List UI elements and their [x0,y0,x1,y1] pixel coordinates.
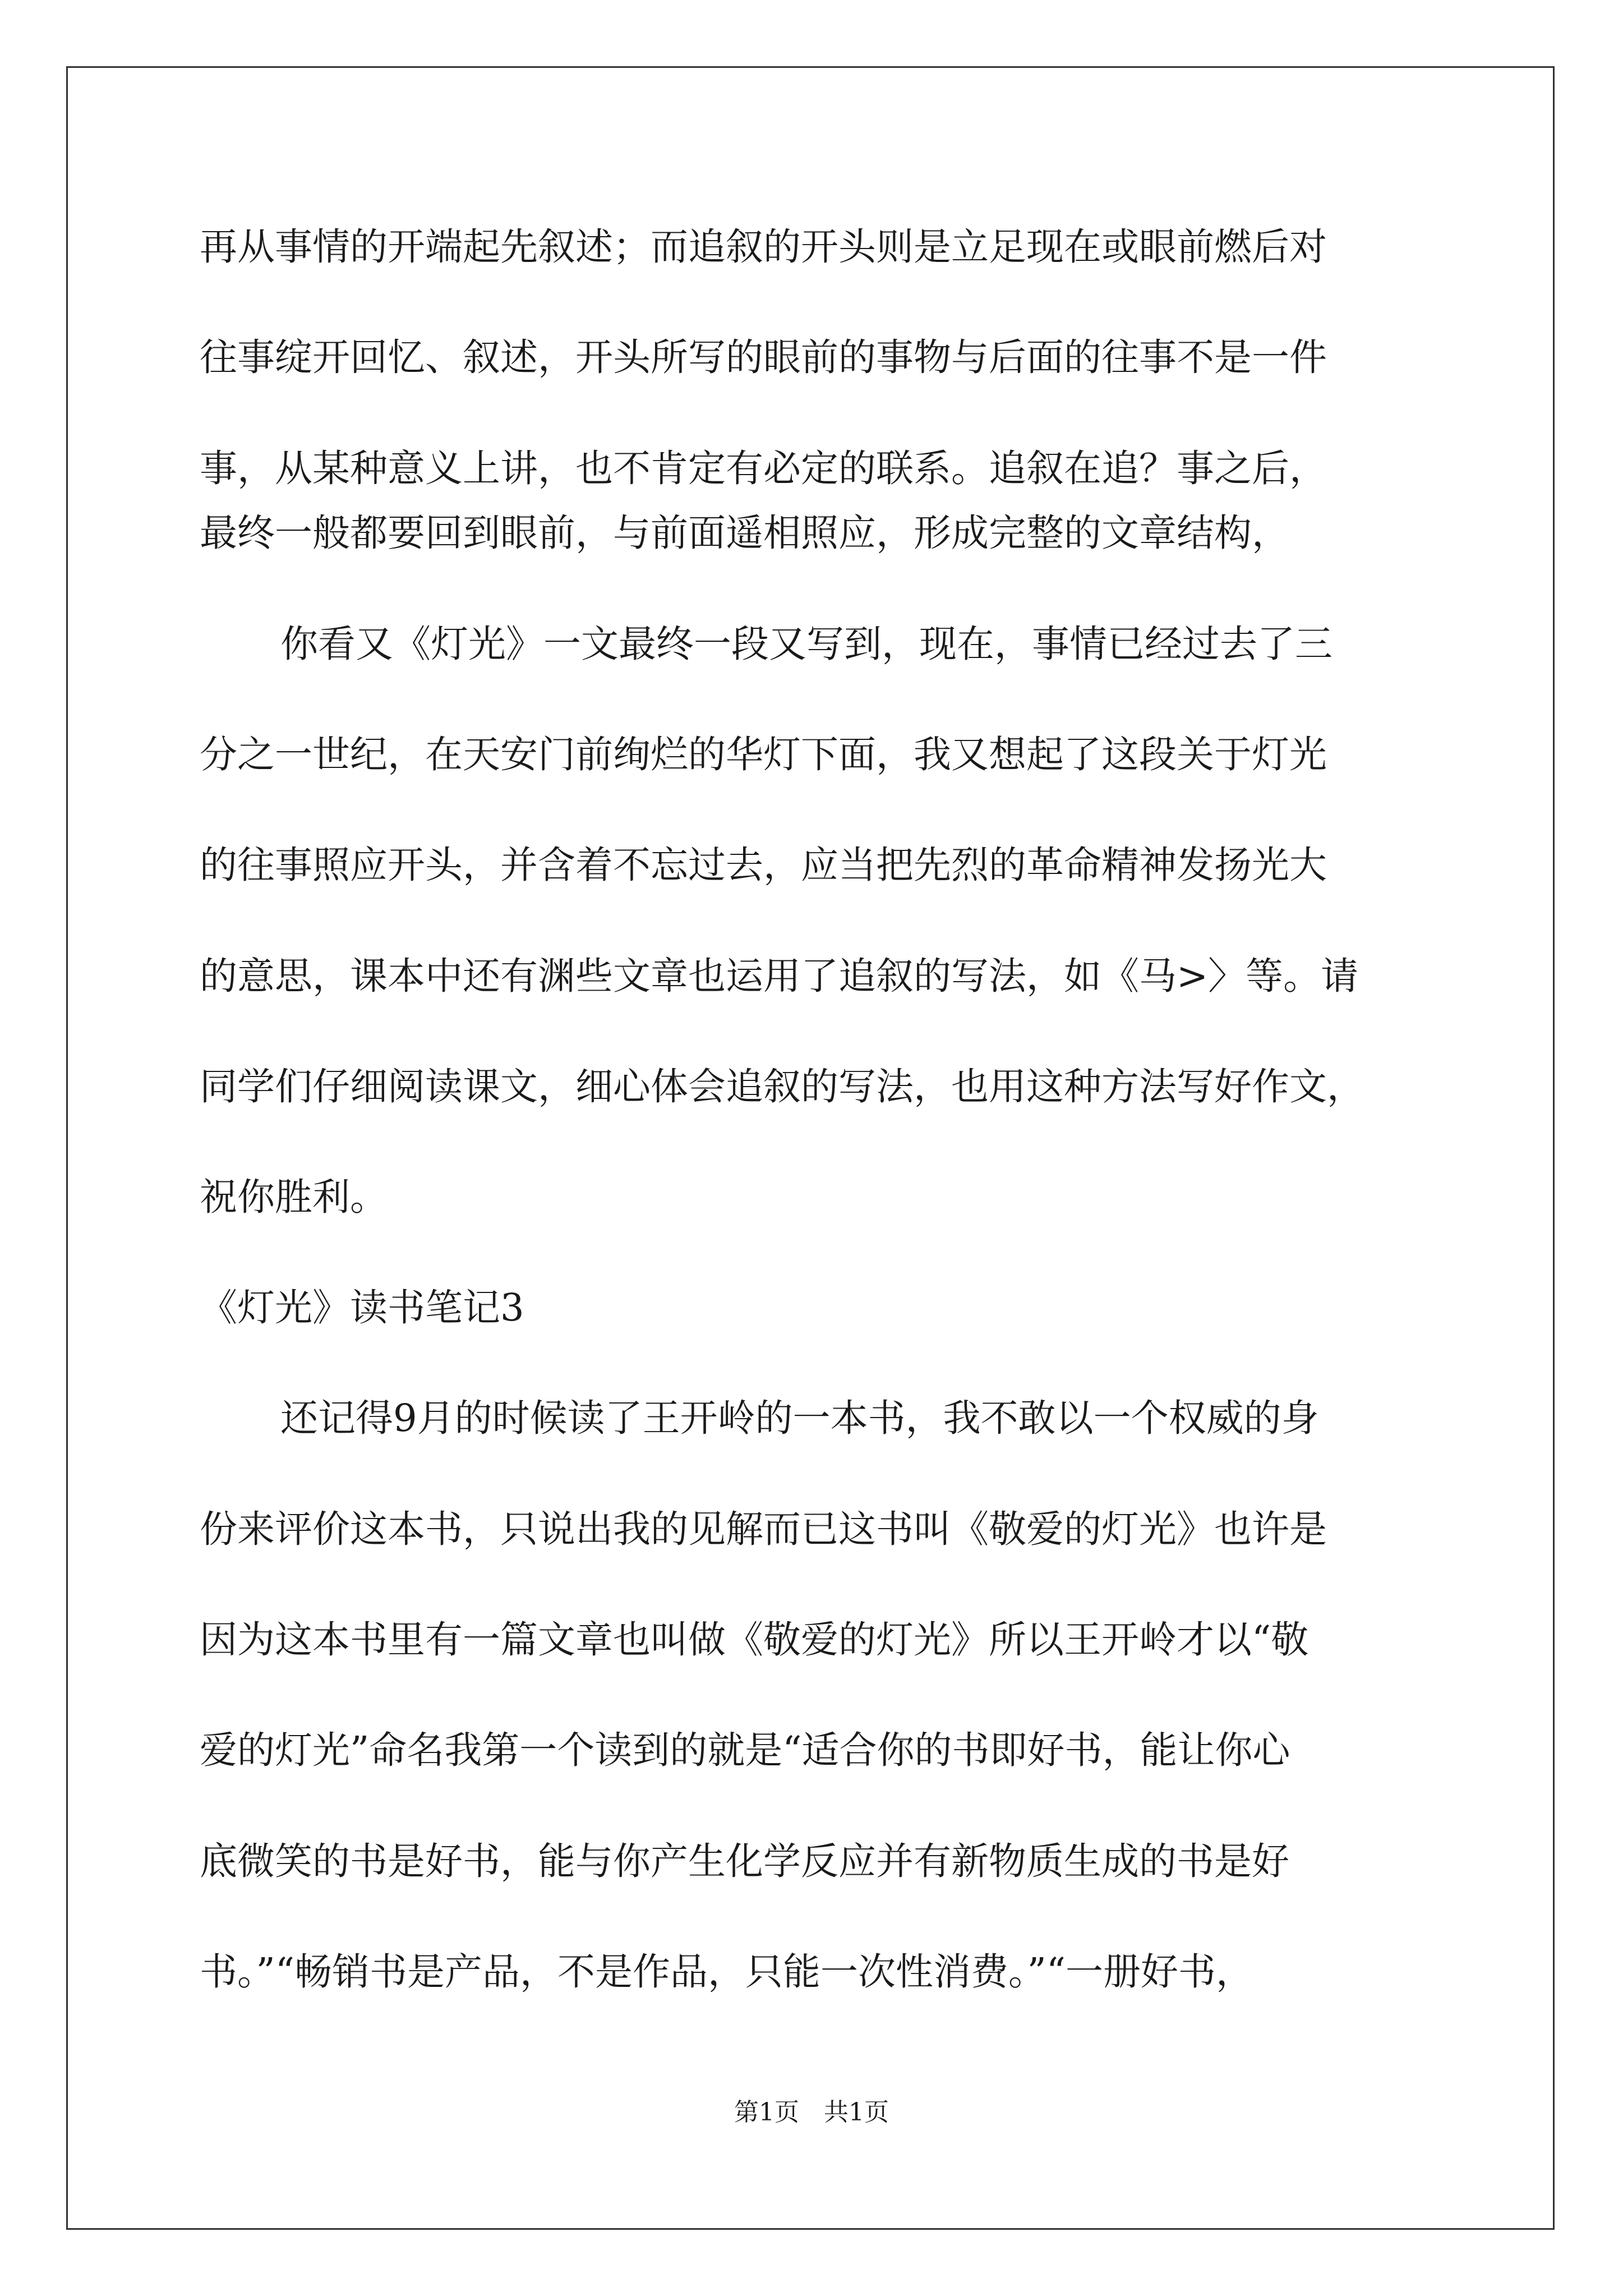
text-line: 最终一般都要回到眼前，与前面遥相照应，形成完整的文章结构， [200,511,1289,555]
paragraph-first-line: 你看又《灯光》一文最终一段又写到，现在，事情已经过去了三 [280,622,1332,666]
text-line: 因为这本书里有一篇文章也叫做《敬爱的灯光》所以王开岭才以“敬 [200,1618,1309,1662]
text-line: 祝你胜利。 [200,1175,388,1219]
text-line: 的往事照应开头，并含着不忘过去，应当把先烈的革命精神发扬光大 [200,843,1327,887]
text-line: 书。”“畅销书是产品，不是作品，只能一次性消费。”“一册好书， [200,1950,1254,1994]
text-line: 再从事情的开端起先叙述；而追叙的开头则是立足现在或眼前燃后对 [200,225,1327,269]
text-line: 往事绽开回忆、叙述，开头所写的眼前的事物与后面的往事不是一件 [200,335,1327,379]
text-line: 爱的灯光”命名我第一个读到的就是“适合你的书即好书，能让你心 [200,1728,1290,1772]
text-line: 分之一世纪，在天安门前绚烂的华灯下面，我又想起了这段关于灯光 [200,733,1327,776]
text-line: 份来评价这本书，只说出我的见解而已这书叫《敬爱的灯光》也许是 [200,1507,1327,1551]
text-line: 事，从某种意义上讲，也不肯定有必定的联系。追叙在追？事之后， [200,447,1327,490]
page-number: 第1页 共1页 [734,2098,889,2127]
page-border [66,66,1555,2230]
text-line: 同学们仔细阅读课文，细心体会追叙的写法，也用这种方法写好作文， [200,1065,1364,1108]
paragraph-first-line: 还记得9月的时候读了王开岭的一本书，我不敢以一个权威的身 [280,1396,1319,1440]
text-line: 底微笑的书是好书，能与你产生化学反应并有新物质生成的书是好 [200,1839,1289,1883]
section-heading: 《灯光》读书笔记3 [200,1286,524,1329]
text-line: 的意思，课本中还有渊些文章也运用了追叙的写法，如《马>〉等。请 [200,954,1359,998]
